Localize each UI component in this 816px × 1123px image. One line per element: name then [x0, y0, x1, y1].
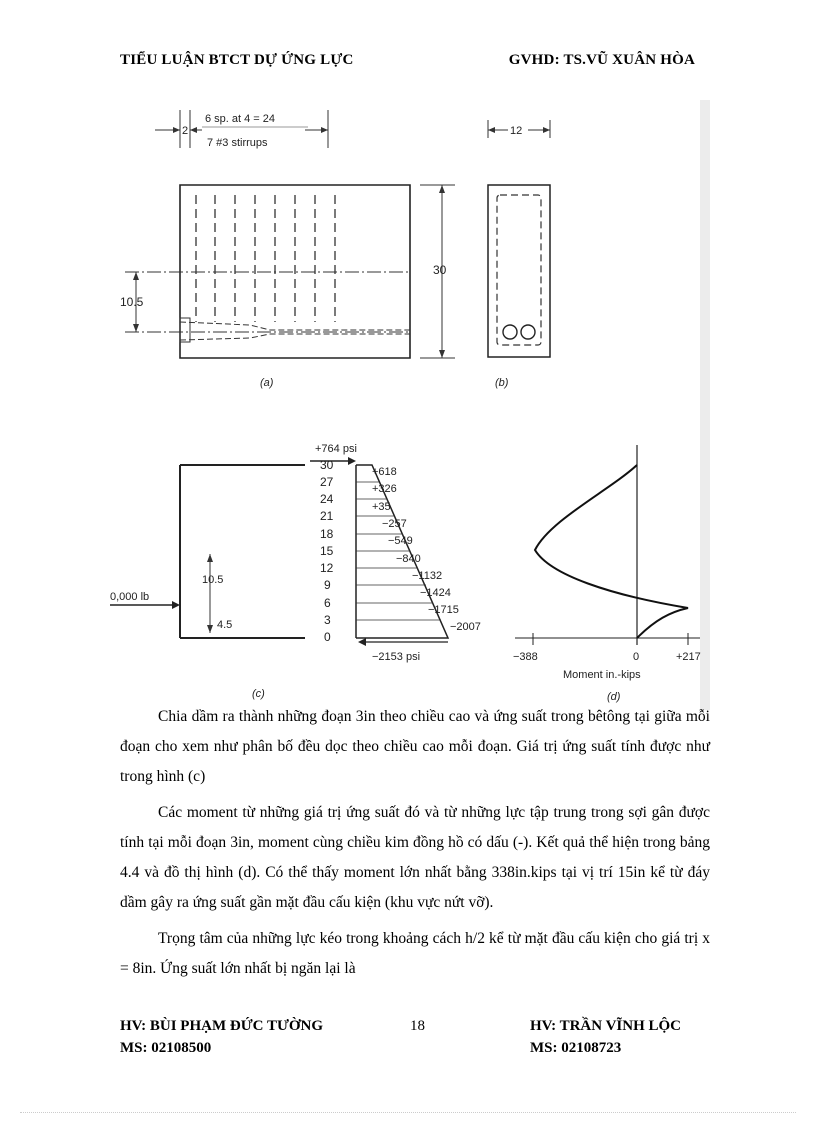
figure-a: [120, 110, 455, 389]
height-30: 30: [320, 458, 334, 472]
page-bottom-rule: [20, 1112, 796, 1113]
figure-c: [110, 443, 481, 700]
tendon-force: 0,000 lb: [110, 591, 150, 603]
footer-student-2: [530, 1015, 681, 1059]
tick-pos-217: +217: [676, 651, 701, 663]
caption-d: (d): [607, 691, 621, 703]
footer-student-1: [120, 1015, 323, 1059]
height-21: 21: [320, 509, 334, 523]
page-number: 18: [410, 1018, 425, 1034]
caption-b: (b): [495, 377, 509, 389]
student-1-name: HV: BÙI PHẠM ĐỨC TƯỜNG: [120, 1018, 324, 1034]
paragraph-1: Chia dầm ra thành những đoạn 3in theo chiều cao và ứng suất trong bêtông tại giữa mỗi đoạn cho xem như phân bố đều dọc theo chiều cao mỗi đoạn. Giá trị ứng suất tính được như trong hình (c): [120, 708, 710, 785]
header-advisor: GVHD: TS.VŨ XUÂN HÒA: [508, 52, 695, 68]
figure-b: [488, 120, 550, 389]
top-stress: +764 psi: [315, 443, 357, 455]
dim-4-5: 4.5: [217, 619, 233, 631]
stress-10: −2007: [450, 621, 481, 633]
student-1-id: MS: 02108500: [120, 1040, 212, 1056]
dim-2: 2: [182, 125, 189, 137]
dim-10-5-c: 10.5: [202, 574, 224, 586]
dim-10-5-a: 10.5: [120, 295, 144, 309]
stirrup-spacing-label: 6 sp. at 4 = 24: [205, 113, 276, 125]
paragraph-2: Các moment từ những giá trị ứng suất đó và từ những lực tập trung trong sợi gân được tính tại mỗi đoạn 3in, moment cùng chiều kim đồng hồ có dấu (-). Kết quả thể hiện trong bảng 4.4 và đồ thị hình (d). Có thể thấy moment lớn nhất bằng 338in.kips tại vị trí 15in kể từ đáy dầm gây ra ứng suất gần mặt đầu cấu kiện (khu vực nứt vỡ).: [120, 804, 710, 911]
height-18: 18: [320, 527, 334, 541]
stress-9: −1715: [428, 604, 459, 616]
height-27: 27: [320, 475, 334, 489]
stress-4: −257: [382, 518, 407, 530]
height-3: 3: [324, 613, 331, 627]
tick-zero: 0: [633, 651, 640, 663]
stress-6: −840: [396, 553, 421, 565]
height-6: 6: [324, 596, 331, 610]
paragraph-3: Trọng tâm của những lực kéo trong khoảng cách h/2 kể từ mặt đầu cấu kiện cho giá trị x = 8in. Ứng suất lớn nhất bị ngăn lại là: [120, 930, 710, 977]
beam-figure: [110, 100, 710, 710]
stress-5: −549: [388, 535, 413, 547]
header-title: TIỂU LUẬN BTCT DỰ ỨNG LỰC: [120, 52, 354, 68]
student-2-name: HV: TRẦN VĨNH LỘC: [530, 1018, 682, 1034]
bottom-stress: −2153 psi: [372, 651, 421, 663]
height-24: 24: [320, 492, 334, 506]
tendon-right: [521, 325, 535, 339]
caption-a: (a): [260, 377, 274, 389]
stress-1: +618: [372, 466, 397, 478]
moment-curve: [535, 465, 688, 638]
scan-shadow: [700, 100, 710, 710]
stirrup-count-label: 7 #3 stirrups: [207, 137, 268, 149]
tendon-left: [503, 325, 517, 339]
caption-c: (c): [252, 688, 265, 700]
tick-neg-388: −388: [513, 651, 538, 663]
stress-hatching: [356, 482, 441, 620]
dim-12: 12: [510, 125, 523, 137]
moment-axis-label: Moment in.-kips: [563, 669, 641, 681]
stress-3: +35: [372, 501, 391, 513]
height-15: 15: [320, 544, 334, 558]
figure-d: [513, 445, 701, 703]
dim-30: 30: [433, 263, 447, 277]
height-0: 0: [324, 630, 331, 644]
stirrup-section: [497, 195, 541, 345]
height-9: 9: [324, 578, 331, 592]
stirrups: [196, 195, 335, 322]
stress-2: +326: [372, 483, 397, 495]
height-12: 12: [320, 561, 334, 575]
stress-7: −1132: [412, 570, 443, 582]
beam-diagram: [110, 100, 710, 710]
stress-8: −1424: [420, 587, 451, 599]
student-2-id: MS: 02108723: [530, 1040, 622, 1056]
